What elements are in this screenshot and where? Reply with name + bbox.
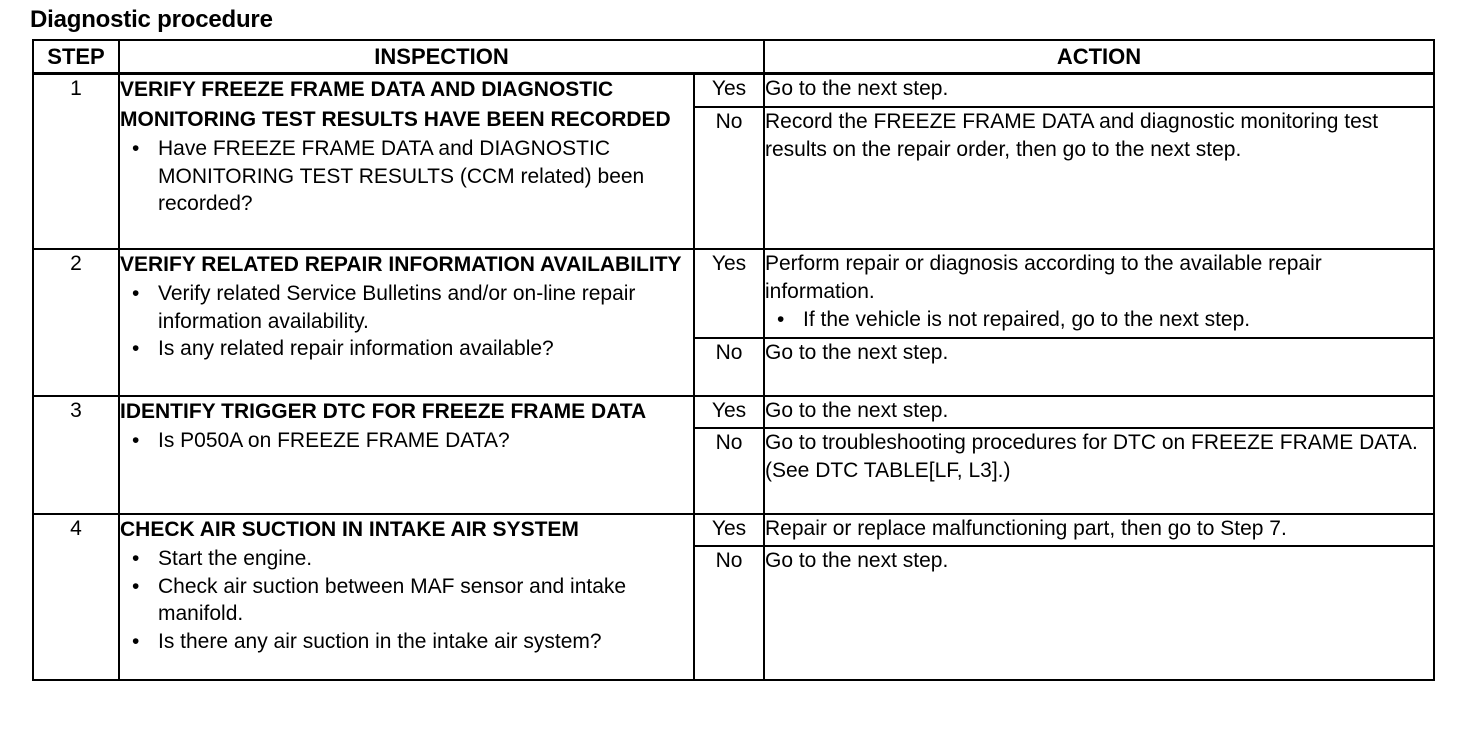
yes-action: Perform repair or diagnosis according to the available repair information. — [765, 252, 1322, 303]
inspection-cell — [119, 249, 694, 396]
inspection-cell — [119, 514, 694, 680]
inspection-bullets — [120, 427, 693, 455]
diagnostic-table — [32, 39, 1435, 681]
inspection-bullet: • Is P050A on FREEZE FRAME DATA? — [120, 427, 693, 455]
yes-action: Go to the next step. — [764, 74, 1434, 108]
yes-action: Go to the next step. — [764, 396, 1434, 428]
step-number: 2 — [33, 249, 119, 396]
table-row — [33, 514, 1434, 546]
yes-action-bullet: • If the vehicle is not repaired, go to the next step. — [765, 306, 1433, 334]
inspection-cell — [119, 396, 694, 514]
yes-label: Yes — [694, 514, 764, 546]
inspection-cell — [119, 74, 694, 250]
inspection-bullets — [120, 280, 693, 363]
yes-label: Yes — [694, 74, 764, 108]
yes-action-cell — [764, 249, 1434, 338]
no-label: No — [694, 107, 764, 249]
no-action: Go to the next step. — [764, 546, 1434, 680]
inspection-bullet: • Start the engine. — [120, 545, 693, 573]
yes-label: Yes — [694, 396, 764, 428]
no-label: No — [694, 428, 764, 514]
inspection-title: IDENTIFY TRIGGER DTC FOR FREEZE FRAME DATA — [120, 400, 647, 423]
inspection-title: CHECK AIR SUCTION IN INTAKE AIR SYSTEM — [120, 518, 579, 541]
yes-label: Yes — [694, 249, 764, 338]
no-label: No — [694, 546, 764, 680]
step-number: 3 — [33, 396, 119, 514]
inspection-bullet: • Verify related Service Bulletins and/or on-line repair information availability. — [120, 280, 693, 335]
yes-action: Repair or replace malfunctioning part, then go to Step 7. — [764, 514, 1434, 546]
header-inspection: INSPECTION — [119, 40, 764, 74]
inspection-bullet: • Is there any air suction in the intake air system? — [120, 628, 693, 656]
table-row — [33, 74, 1434, 108]
no-action: Record the FREEZE FRAME DATA and diagnostic monitoring test results on the repair order, then go to the next step. — [764, 107, 1434, 249]
document-title: Diagnostic procedure — [30, 6, 273, 33]
inspection-bullets — [120, 135, 693, 218]
header-step: STEP — [33, 40, 119, 74]
inspection-bullet: • Have FREEZE FRAME DATA and DIAGNOSTIC MONITORING TEST RESULTS (CCM related) been recorded? — [120, 135, 693, 218]
inspection-bullets — [120, 545, 693, 655]
table-row — [33, 249, 1434, 338]
step-number: 1 — [33, 74, 119, 250]
no-label: No — [694, 338, 764, 396]
step-number: 4 — [33, 514, 119, 680]
no-action: Go to troubleshooting procedures for DTC on FREEZE FRAME DATA. — [765, 431, 1418, 454]
table-row — [33, 396, 1434, 428]
no-action-cell — [764, 428, 1434, 514]
inspection-title: VERIFY RELATED REPAIR INFORMATION AVAILABILITY — [120, 253, 682, 276]
no-action: Go to the next step. — [764, 338, 1434, 396]
inspection-bullet: • Check air suction between MAF sensor and intake manifold. — [120, 573, 693, 628]
table-header-row — [33, 40, 1434, 74]
inspection-bullet: • Is any related repair information available? — [120, 335, 693, 363]
inspection-title: VERIFY FREEZE FRAME DATA AND DIAGNOSTIC MONITORING TEST RESULTS HAVE BEEN RECORDED — [120, 78, 671, 131]
header-action: ACTION — [764, 40, 1434, 74]
dtc-table-reference: (See DTC TABLE[LF, L3].) — [765, 459, 1011, 482]
